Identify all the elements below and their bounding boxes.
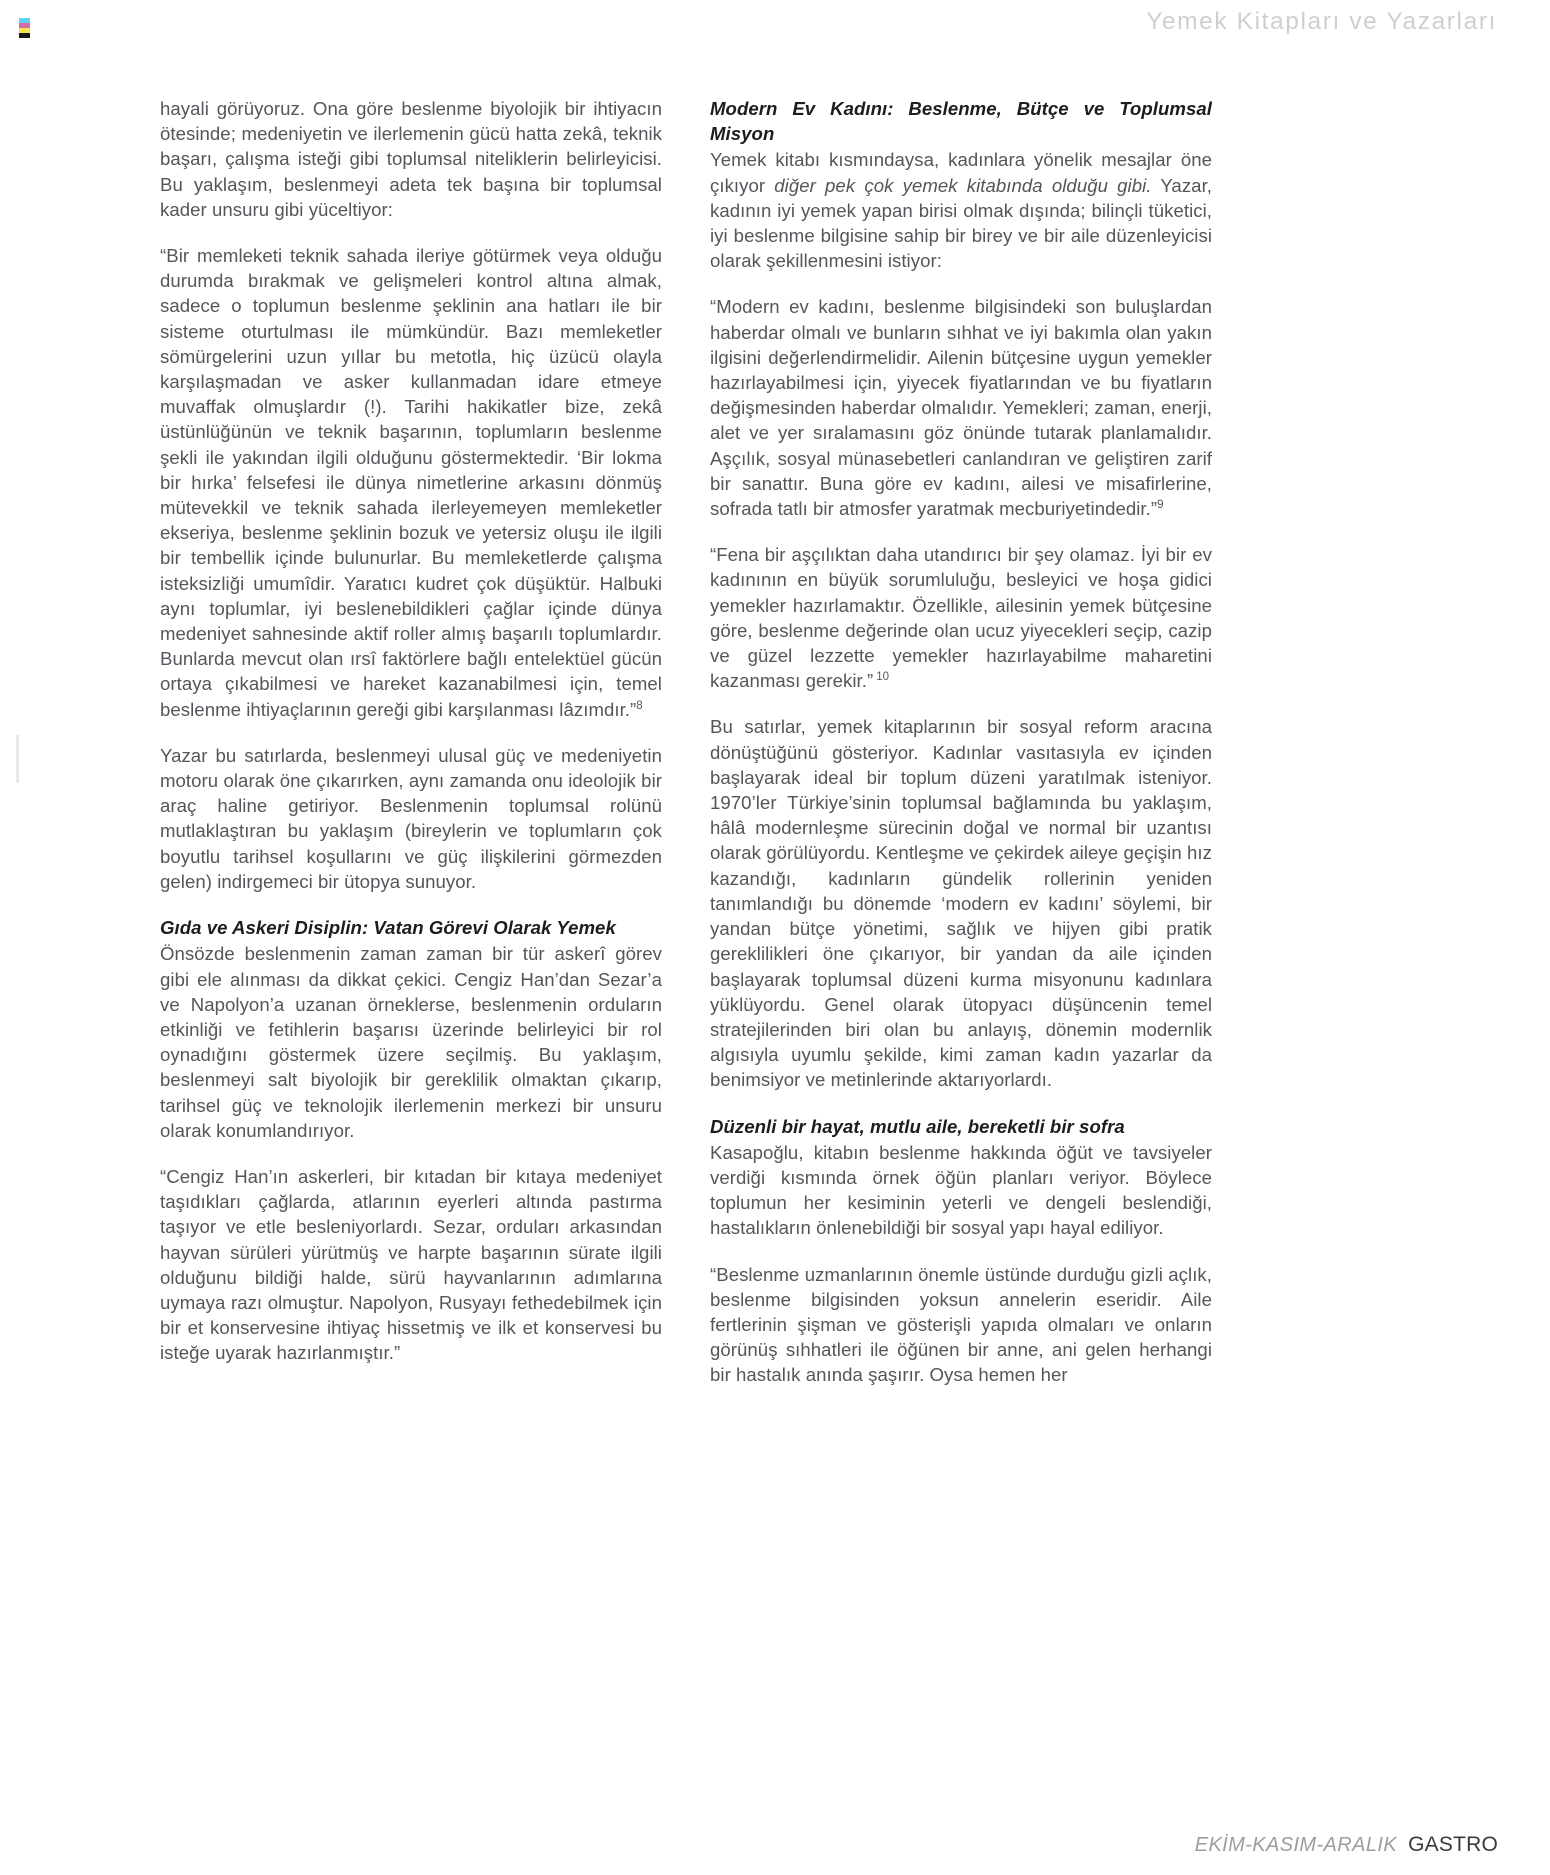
black-swatch xyxy=(19,33,30,38)
footer-brand-name: GASTRO xyxy=(1408,1833,1498,1856)
trim-tick-mark xyxy=(16,735,19,783)
page-footer xyxy=(1195,1833,1498,1857)
left-blockquote-1 xyxy=(160,243,662,722)
footer-issue-date: EKİM-KASIM-ARALIK xyxy=(1194,1834,1398,1856)
right-paragraph-3: Kasapoğlu, kitabın beslenme hakkında öğüt ve tavsiyeler verdiği kısmında örnek öğün planları veriyor. Böylece toplumun her kesiminin yeterli ve dengeli beslendiği, hastalıkların önlenebildiği bir sosyal yapı hayal ediliyor. xyxy=(710,1141,1212,1239)
left-paragraph-3: Önsözde beslenmenin zaman zaman bir tür askerî görev gibi ele alınması da dikkat çekici. Cengiz Han’dan Sezar’a ve Napolyon’a uzanan örneklerse, beslenmenin orduların etkinliği ve fetihlerin başarısı üzerinde belirleyici bir rol oynadığını göstermek üzere seçilmiş. Bu yaklaşım, beslenmeyi salt biyolojik bir gereklilik olmaktan çıkarıp, tarihsel güç ve teknolojik ilerlemenin merkezi bir unsuru olarak konumlandırıyor. xyxy=(160,943,662,1141)
footnote-marker-10: 10 xyxy=(876,671,889,684)
footnote-marker-9: 9 xyxy=(1157,498,1164,511)
left-blockquote-1-text: “Bir memleketi teknik sahada ileriye götürmek veya olduğu durumda bırakmak ve gelişmeleri kontrol altına almak, sadece o toplumun beslenme şeklinin ana hatları ile bir sisteme oturtulması ile mümkündür. Bazı memleketler sömürgelerini uzun yıllar bu metotla, hiç üzücü olayla karşılaşmadan ve asker kullanmadan idare etmeye muvaffak olmuşlardır (!). Tarihi hakikatler bize, zekâ üstünlüğünün ve teknik başarının, toplumların beslenme şekli ile yakından ilgili olduğunu göstermektedir. ‘Bir lokma bir hırka’ felsefesi ile dünya nimetlerine arkasını dönmüş mütevekkil ve teknik sahada ilerleyemeyen memleketler ekseriya, beslenme şeklinin bozuk ve yetersiz oluşu ile ilgili bir tembellik içinde bulunurlar. Bu memleketlerde çalışma isteksizliği umumîdir. Yaratıcı kudret çok düşüktür. Halbuki aynı toplumlar, iyi beslenebildikleri çağlar içinde dünya medeniyet sahnesinde aktif roller almış başarılı toplumlardır. Bunlarda mevcut olan ırsî faktörlere bağlı entelektüel gücün ortaya çıkabilmesi ve hareket kazanabilmesi için, temel beslenme ihtiyaçlarının gereği gibi karşılanması lâzımdır.” xyxy=(160,245,662,720)
right-blockquote-3: “Beslenme uzmanlarının önemle üstünde durduğu gizli açlık, beslenme bilgisinden yoksun annelerin eseridir. Aile fertlerinin şişman ve gösterişli yapıda olmaları ve onların görünüş sıhhatleri ile öğünen bir anne, ani gelen herhangi bir hastalık anında şaşırır. Oysa hemen her xyxy=(710,1263,1212,1386)
right-paragraph-2: Bu satırlar, yemek kitaplarının bir sosyal reform aracına dönüştüğünü gösteriyor. Kadınlar vasıtasıyla ev içinden başlayarak ideal bir toplum düzeni yaratılmak isteniyor. 1970’ler Türkiye’sinin toplumsal bağlamında bu yaklaşım, hâlâ modernleşme sürecinin doğal ve normal bir uzantısı olarak görülüyordu. Kentleşme ve çekirdek aileye geçişin hız kazandığı, kadınların gündelik rollerinin yeniden tanımlandığı bu dönemde ‘modern ev kadını’ söylemi, bir yandan bütçe yönetimi, sağlık ve hijyen gibi pratik gereklilikleri öne çıkarıyor, bir yandan da aile içinden başlayarak toplumsal düzeni kurma misyonunu kadınlara yüklüyordu. Genel olarak ütopyacı düşüncenin temel stratejilerinden biri olan bu anlayış, dönemin modernlik algısıyla uyumlu şekilde, kimi zaman kadın yazarlar da benimsiyor ve metinlerinde aktarıyorlardı. xyxy=(710,716,1212,1091)
left-blockquote-2: “Cengiz Han’ın askerleri, bir kıtadan bir kıtaya medeniyet taşıdıkları çağlarda, atlarının eyerleri altında pastırma taşıyor ve etle besleniyorlardı. Sezar, orduları arkasından hayvan sürüleri yürütmüş ve harpte başarının sürate ilgili olduğunu bildiği halde, sürü hayvanlarının adımlarına uymaya razı olmuştur. Napolyon, Rusyayı fethedebilmek için bir et konservesine ihtiyaç hissetmiş ve ilk et konservesi bu isteğe uyarak hazırlanmıştır.” xyxy=(160,1165,662,1364)
running-header-title: Yemek Kitapları ve Yazarları xyxy=(1146,8,1497,35)
right-paragraph-1-italic-phrase: diğer pek çok yemek kitabında olduğu gibi. xyxy=(774,174,1152,196)
right-blockquote-2 xyxy=(710,542,1212,693)
right-column xyxy=(710,96,1212,1426)
cmyk-registration-mark xyxy=(19,18,30,38)
left-paragraph-1: hayali görüyoruz. Ona göre beslenme biyolojik bir ihtiyacın ötesinde; medeniyetin ve ilerlemenin gücü hatta zekâ, teknik başarı, çalışma isteği gibi toplumsal niteliklerin belirleyicisi. Bu yaklaşım, beslenmeyi adeta tek başına bir toplumsal kader unsuru gibi yüceltiyor: xyxy=(160,98,662,220)
right-blockquote-1-text: “Modern ev kadını, beslenme bilgisindeki son buluşlardan haberdar olmalı ve bunların sıhhat ve iyi bakımla olan yakın ilgisini değerlendirmelidir. Ailenin bütçesine uygun yemekler hazırlayabilmesi için, yiyecek fiyatlarından ve bu fiyatların değişmesinden haberdar olmalıdır. Yemekleri; zaman, enerji, alet ve yer sıralamasını göz önünde tutarak planlamalıdır. Aşçılık, sosyal münasebetleri canlandıran ve geliştiren zarif bir sanattır. Buna göre ev kadını, ailesi ve misafirlerine, sofrada tatlı bir atmosfer yaratmak mecburiyetindedir.” xyxy=(710,296,1212,520)
left-paragraph-2: Yazar bu satırlarda, beslenmeyi ulusal güç ve medeniyetin motoru olarak öne çıkarırken, aynı zamanda onu ideolojik bir araç haline getiriyor. Beslenmenin toplumsal rolünü mutlaklaştıran bu yaklaşım (bireylerin ve toplumların çok boyutlu tarihsel koşullarını ve güç ilişkilerini görmezden gelen) indirgemeci bir ütopya sunuyor. xyxy=(160,744,662,892)
right-subheading-modern-ev-kadini: Modern Ev Kadını: Beslenme, Bütçe ve Toplumsal Misyon xyxy=(710,98,1212,145)
left-column xyxy=(160,96,662,1426)
right-blockquote-2-text: “Fena bir aşçılıktan daha utandırıcı bir şey olamaz. İyi bir ev kadınının en büyük sorumluluğu, besleyici ve hoşa gidici yemekler hazırlamaktır. Özellikle, ailesinin yemek bütçesine göre, beslenme değerinde olan ucuz yiyecekleri seçip, cazip ve güzel lezzette yemekler hazırlayabilme maharetini kazanması gerekir.” xyxy=(710,544,1212,692)
right-subheading-duzenli-bir-hayat: Düzenli bir hayat, mutlu aile, bereketli bir sofra xyxy=(710,1115,1125,1137)
right-paragraph-1-part1: Yemek kitabı kısmındaysa, kadınlara yönelik mesajlar öne çıkıyor xyxy=(710,149,1212,196)
right-paragraph-1-part2: Yazar, kadının iyi yemek yapan birisi olmak dışında; bilinçli tüketici, iyi beslenme bilgisine sahip bir birey ve bir aile düzenleyicisi olarak şekillenmesini istiyor: xyxy=(710,174,1212,272)
right-blockquote-1 xyxy=(710,294,1212,521)
footnote-marker-8: 8 xyxy=(636,699,643,712)
right-paragraph-1 xyxy=(710,147,1212,273)
left-subheading-gida-ve-askeri-disiplin: Gıda ve Askeri Disiplin: Vatan Görevi Olarak Yemek xyxy=(160,917,616,939)
two-column-body xyxy=(160,96,1212,1426)
